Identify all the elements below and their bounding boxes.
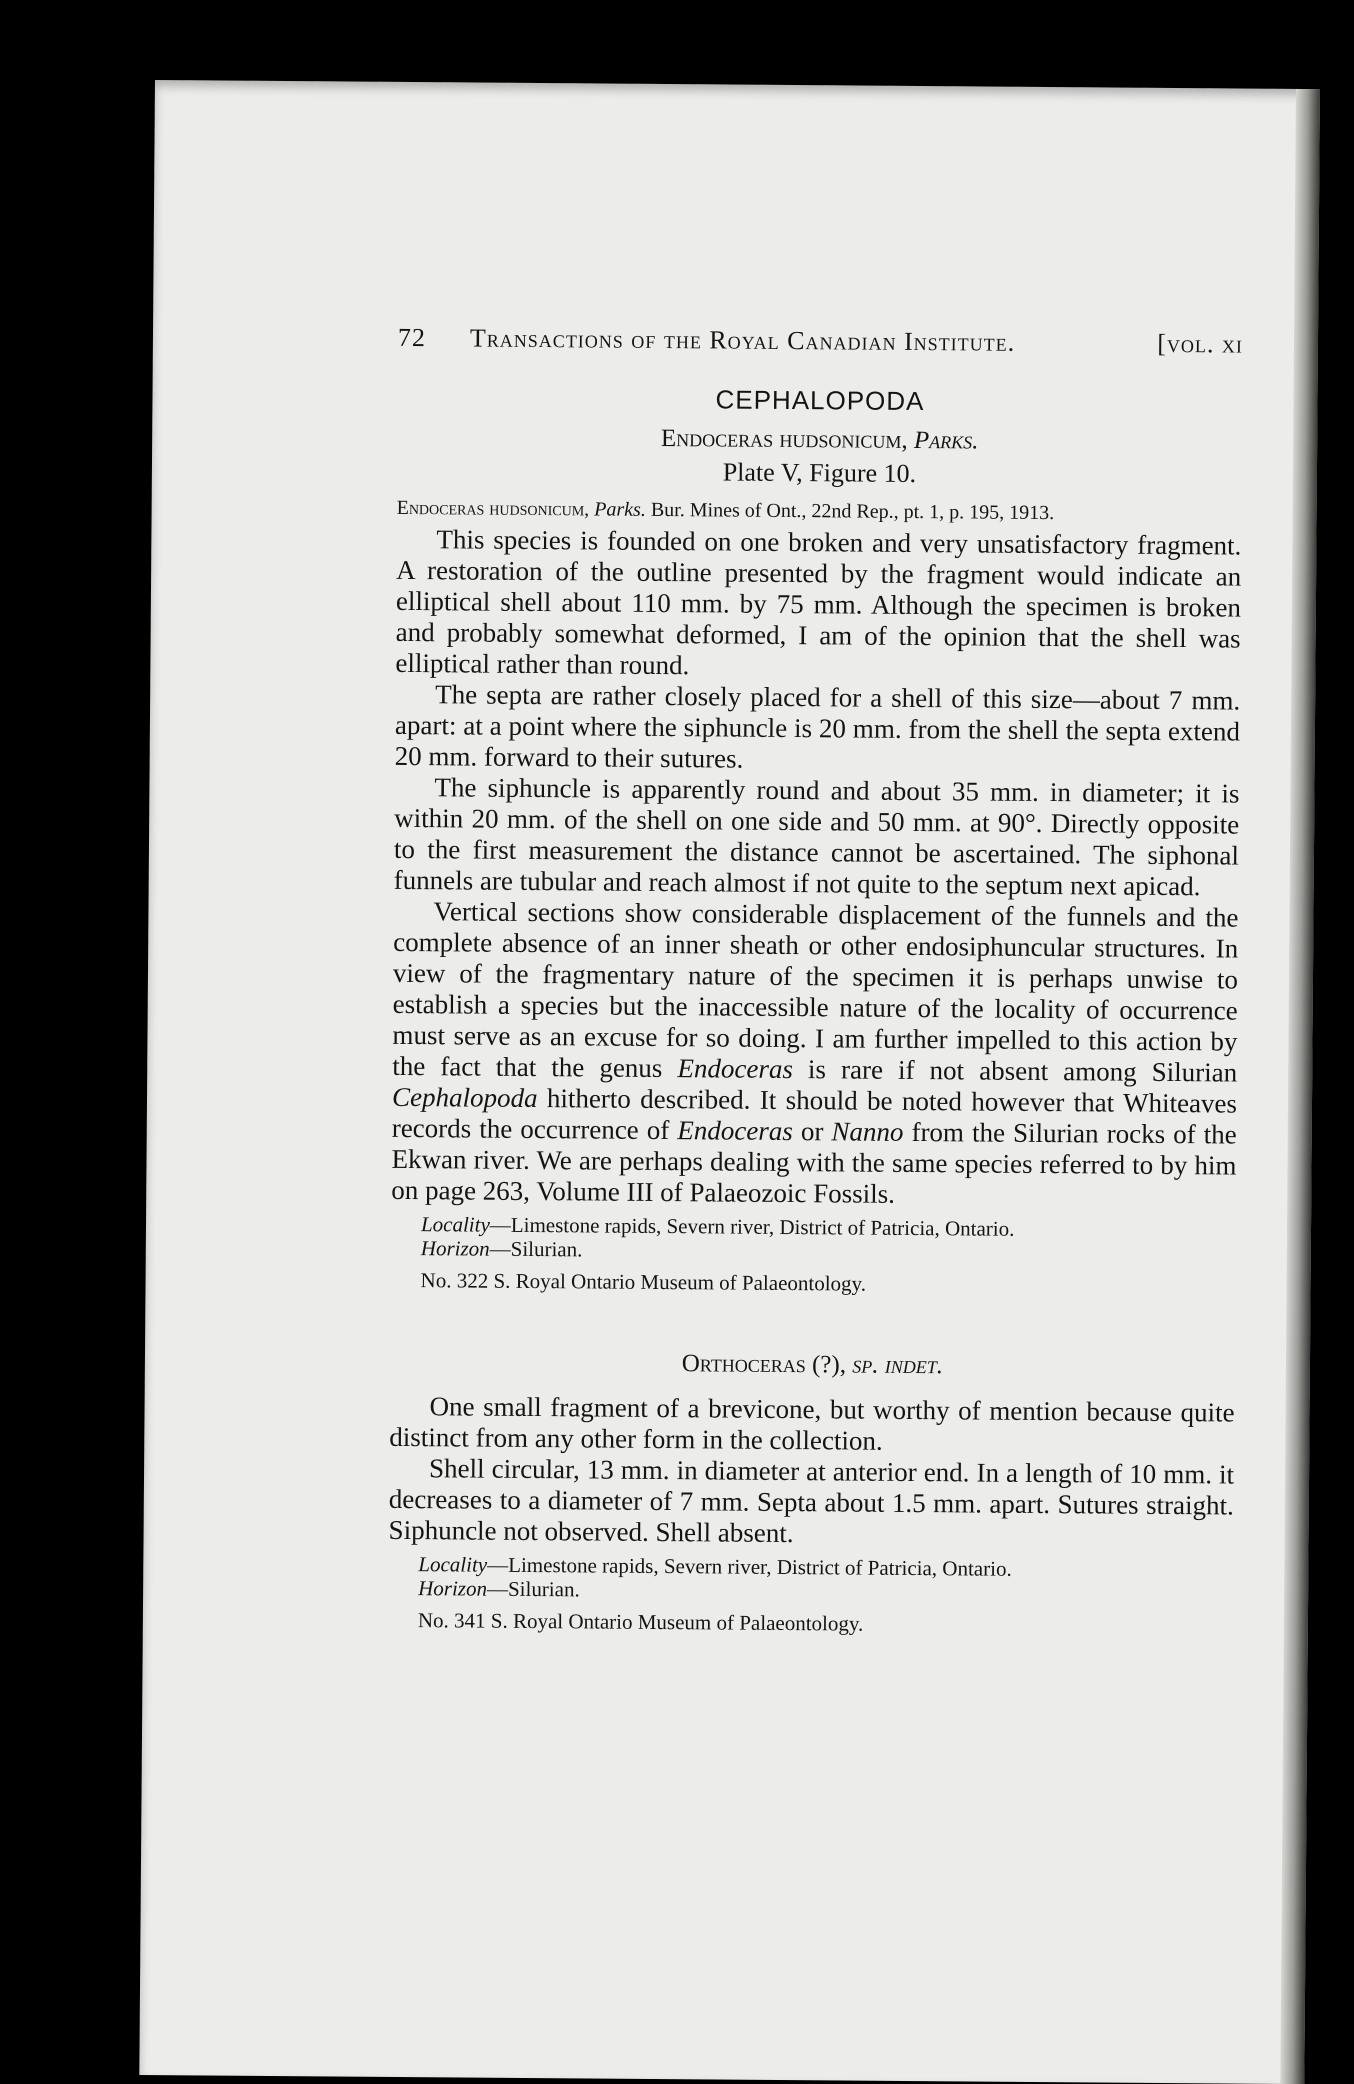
p4-text-e: from the Silurian rocks of the Ekwan river. We are perhaps dealing with the same species referred to by him on page 263, Volume III of Palaeozoic Fossils. — [391, 1116, 1237, 1209]
locality-block — [391, 1212, 1236, 1267]
locality-label-2: Locality — [418, 1552, 488, 1577]
species-name: Endoceras hudsonicum, — [660, 424, 908, 454]
synonymy-reference: Bur. Mines of Ont., 22nd Rep., pt. 1, p. 195, 1913. — [650, 498, 1055, 525]
horizon-line — [421, 1236, 1236, 1266]
paragraph-5: One small fragment of a brevicone, but worthy of mention because quite distinct from any other form in the collection. — [389, 1391, 1235, 1456]
paragraph-3: The siphuncle is apparently round and about 35 mm. in diameter; it is within 20 mm. of the shell on one side and 50 mm. at 90°. Directly opposite to the first measurement the distance cannot be ascertained. The siphonal funnels are tubular and reach almost if not quite to the septum next apicad. — [393, 772, 1240, 902]
species-name-2: Orthoceras (?), — [681, 1350, 847, 1379]
locality-text: —Limestone rapids, Severn river, District of Patricia, Ontario. — [489, 1212, 1015, 1241]
p4-text-a: Vertical sections show considerable displacement of the funnels and the complete absence of an inner sheath or other endosiphuncular structures. In view of the fragmentary nature of the specimen it is perhaps unwise to establish a species but the inaccessible nature of the locality of occurrence must serve as an excuse for so doing. I am further impelled to this action by the fact that the genus — [392, 896, 1239, 1084]
horizon-line-2 — [418, 1576, 1233, 1606]
species-author: Parks. — [913, 426, 979, 455]
species-title-2 — [390, 1346, 1235, 1384]
book-spine-edge — [1280, 89, 1320, 2084]
locality-block-2 — [388, 1552, 1233, 1607]
species-qualifier-2: sp. indet. — [852, 1351, 944, 1380]
paragraph-2: The septa are rather closely placed for a shell of this size—about 7 mm. apart: at a point where the siphuncle is 20 mm. from the shell the septa extend 20 mm. forward to their sutures. — [394, 679, 1241, 774]
specimen-number-2: No. 341 S. Royal Ontario Museum of Palaeontology. — [417, 1608, 864, 1636]
species-title — [397, 421, 1242, 459]
locality-label: Locality — [420, 1212, 490, 1237]
p4-genus-endoceras-2: Endoceras — [677, 1115, 793, 1147]
scanned-page — [139, 80, 1320, 2084]
synonymy-name: Endoceras hudsonicum, — [396, 496, 590, 521]
p4-text-b: is rare if not absent among Silurian — [792, 1054, 1238, 1088]
paragraph-4 — [391, 896, 1238, 1213]
paragraph-6: Shell circular, 13 mm. in diameter at anterior end. In a length of 10 mm. it decreases to a diameter of 7 mm. Septa about 1.5 mm. apart. Sutures straight. Siphuncle not observed. Shell absent. — [388, 1453, 1235, 1549]
horizon-text-2: —Silurian. — [486, 1576, 580, 1602]
p4-genus-nanno: Nanno — [831, 1116, 904, 1147]
section-heading: CEPHALOPODA — [715, 384, 925, 417]
volume-label: [vol. xi — [1157, 328, 1244, 359]
specimen-number: No. 322 S. Royal Ontario Museum of Palaeontology. — [420, 1268, 867, 1296]
horizon-label: Horizon — [420, 1236, 490, 1261]
p4-text-c: hitherto described. It should be noted however that Whiteaves records the occurrence of — [391, 1083, 1238, 1146]
running-header — [398, 322, 1243, 373]
page-content — [388, 322, 1243, 1639]
p4-genus-endoceras: Endoceras — [677, 1053, 794, 1085]
p4-class-cephalopoda: Cephalopoda — [391, 1081, 538, 1114]
horizon-text: —Silurian. — [489, 1236, 583, 1262]
plate-reference: Plate V, Figure 10. — [722, 457, 917, 488]
horizon-label-2: Horizon — [418, 1576, 488, 1601]
running-title: Transactions of the Royal Canadian Institute. — [469, 323, 1016, 357]
page-number: 72 — [397, 322, 427, 353]
locality-text-2: —Limestone rapids, Severn river, District of Patricia, Ontario. — [487, 1552, 1012, 1581]
p4-text-d: or — [792, 1116, 832, 1147]
paragraph-1: This species is founded on one broken and very unsatisfactory fragment. A restoration of the outline presented by the fragment would indicate an elliptical shell about 110 mm. by 75 mm. Although the specimen is broken and probably somewhat deformed, I am of the opinion that the shell was elliptical rather than round. — [395, 524, 1242, 681]
synonymy-author: Parks. — [594, 498, 646, 521]
